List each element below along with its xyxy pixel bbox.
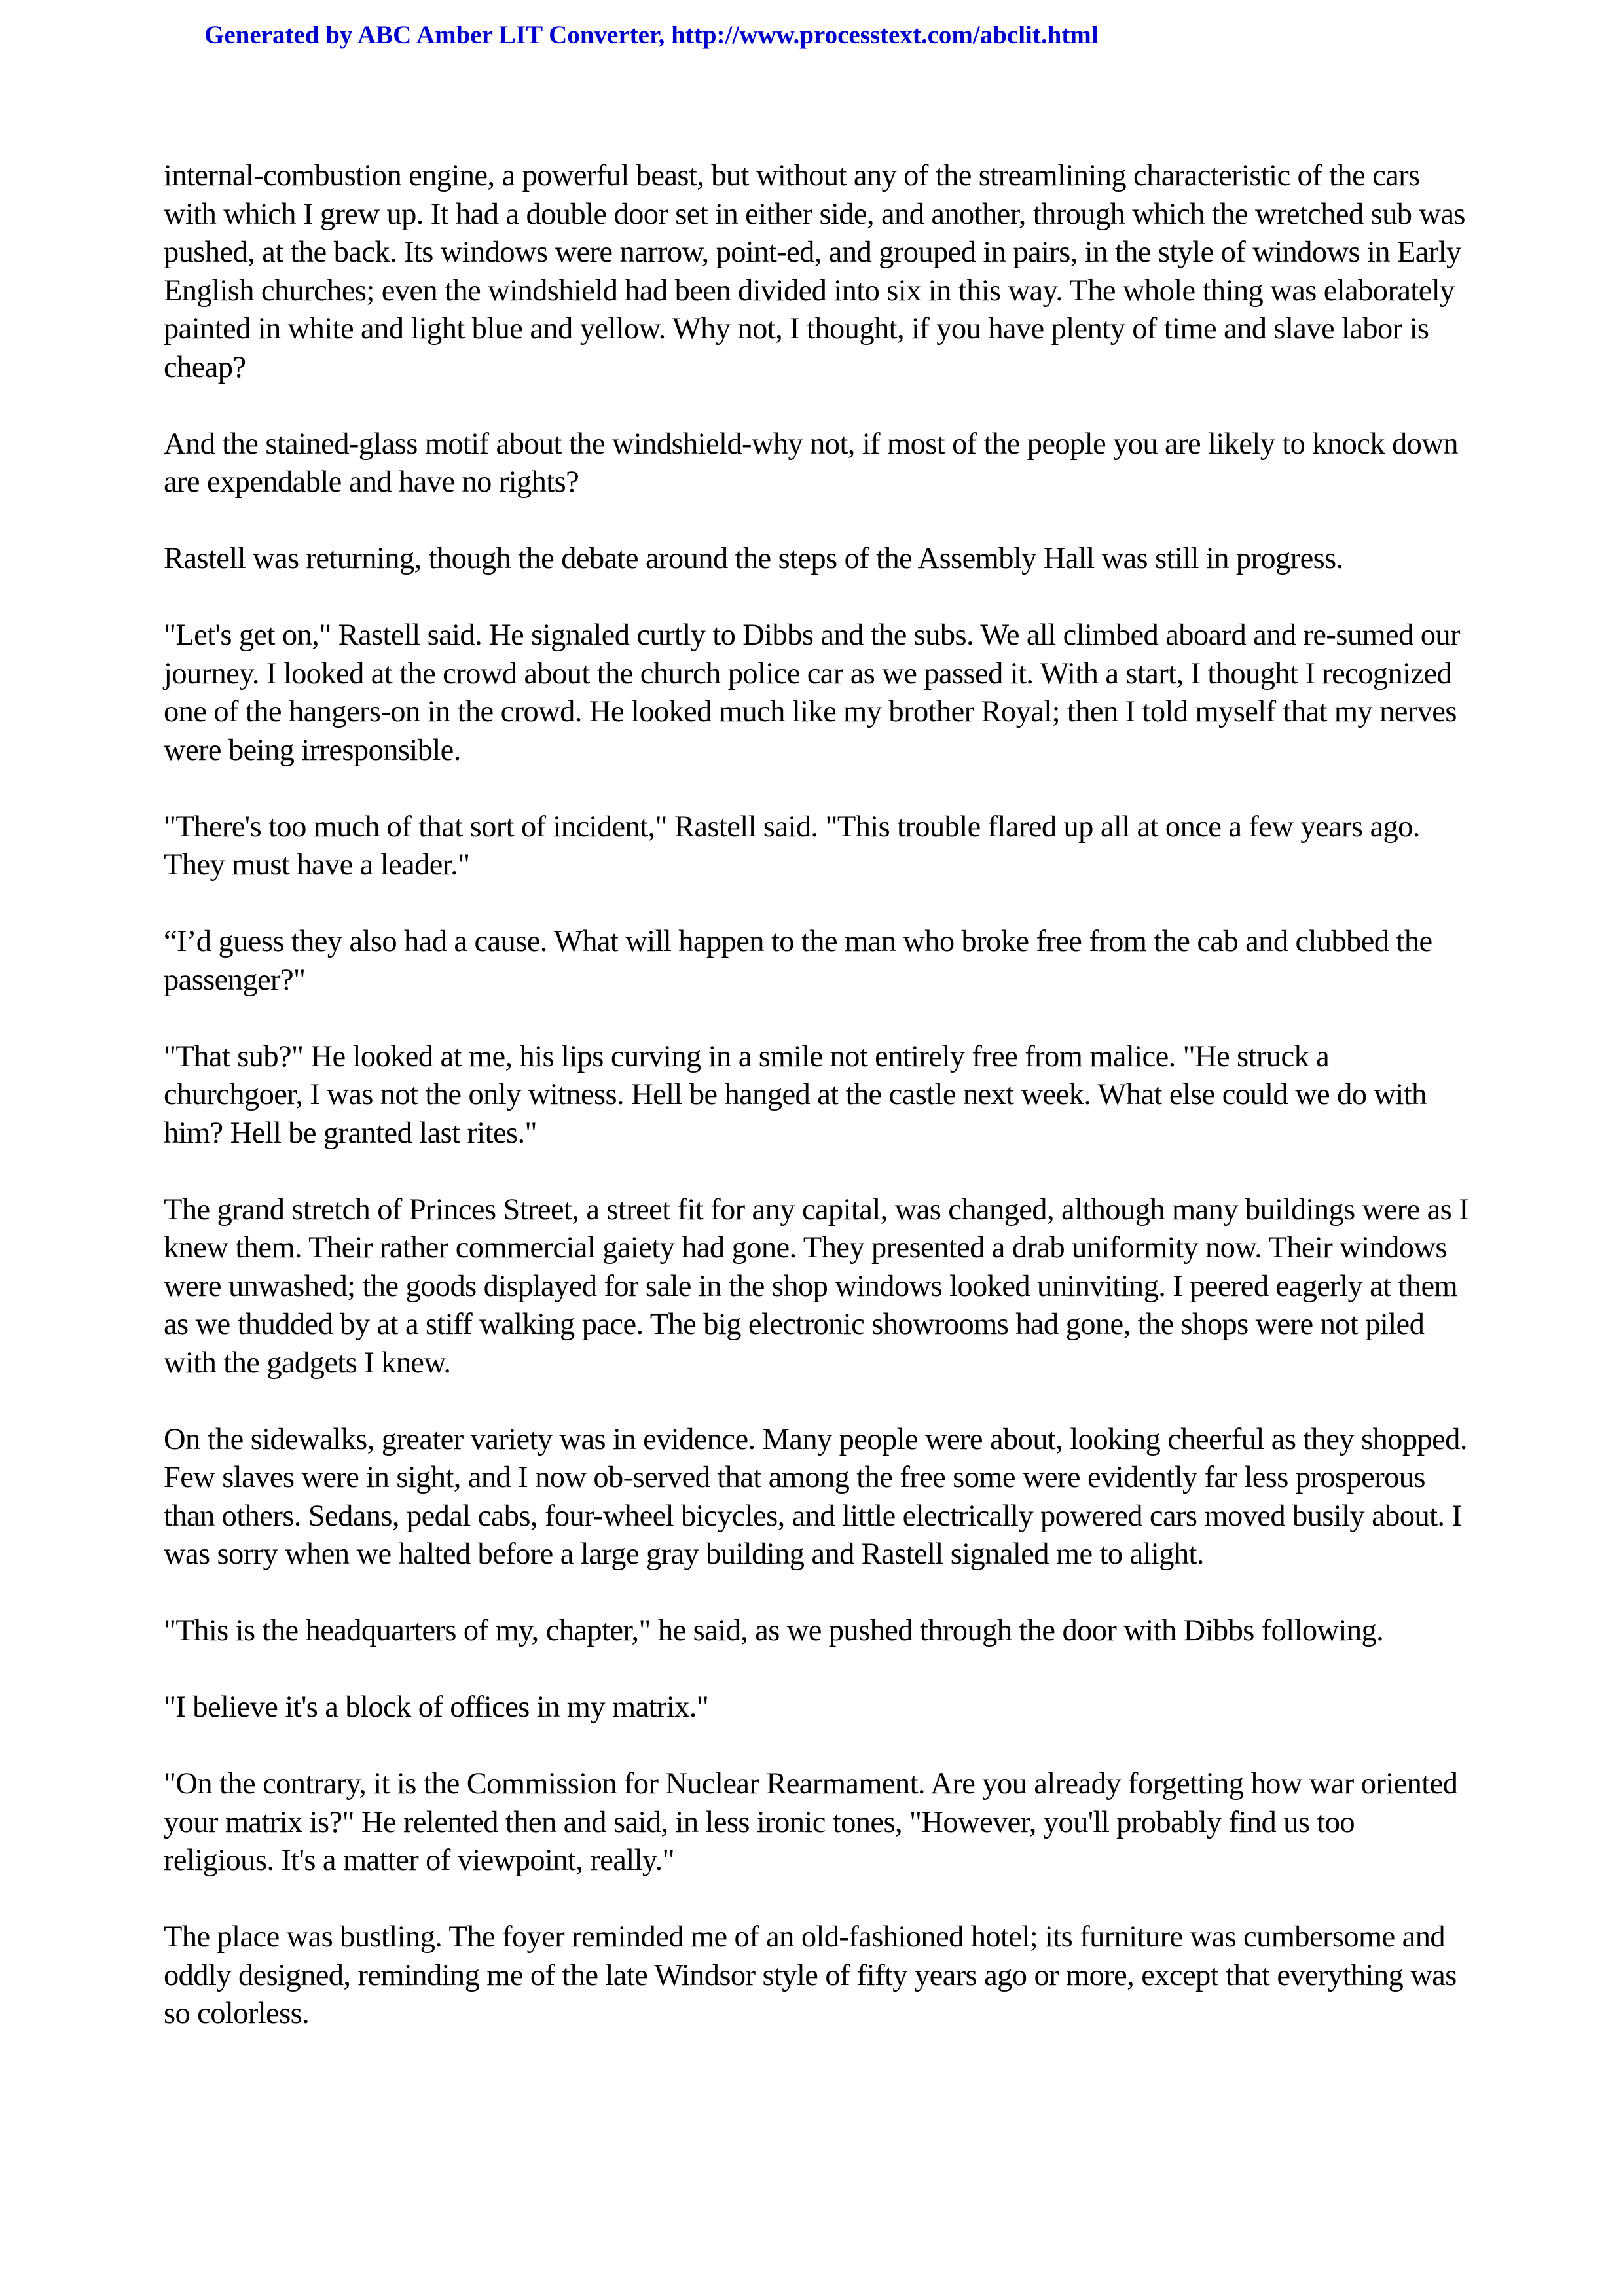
paragraph: And the stained-glass motif about the windshield-why not, if most of the people you are likely to knock down are expendable and have no rights? xyxy=(164,427,1458,499)
generator-header-link[interactable]: Generated by ABC Amber LIT Converter, http://www.processtext.com/abclit.html xyxy=(204,21,1099,49)
paragraph: “I’d guess they also had a cause. What will happen to the man who broke free from the cab and clubbed the passenger?" xyxy=(164,925,1432,997)
paragraph: "That sub?" He looked at me, his lips curving in a smile not entirely free from malice. "He struck a churchgoer, I was not the only witness. Hell be hanged at the castle next week. What else could we do with him? Hell be granted last rites." xyxy=(164,1039,1427,1150)
paragraph: The grand stretch of Princes Street, a street fit for any capital, was changed, although many buildings were as I knew them. Their rather commercial gaiety had gone. They presented a drab uniformity now. Their windows were unwashed; the goods displayed for sale in the shop windows looked uninviting. I peered eagerly at them as we thudded by at a stiff walking pace. The big electronic showrooms had gone, the shops were not piled with the gadgets I knew. xyxy=(164,1193,1469,1380)
paragraph: "I believe it's a block of offices in my matrix." xyxy=(164,1691,709,1724)
paragraph: Rastell was returning, though the debate around the steps of the Assembly Hall was still in progress. xyxy=(164,542,1343,575)
paragraph: "On the contrary, it is the Commission for Nuclear Rearmament. Are you already forgetting how war oriented your matrix is?" He relented then and said, in less ironic tones, "However, you'll probably find us too religious. It's a matter of viewpoint, really." xyxy=(164,1767,1458,1877)
paragraph: internal-combustion engine, a powerful beast, but without any of the streamlining characteristic of the cars with which I grew up. It had a double door set in either side, and another, through which the wretched sub was pushed, at the back. Its windows were narrow, point-ed, and grouped in pairs, in the style of windows in Early English churches; even the windshield had been divided into six in this way. The whole thing was elaborately painted in white and light blue and yellow. Why not, I thought, if you have plenty of time and slave labor is cheap? xyxy=(164,159,1465,384)
paragraph: "There's too much of that sort of incident," Rastell said. "This trouble flared up all at once a few years ago. They must have a leader." xyxy=(164,810,1420,882)
paragraph: "This is the headquarters of my, chapter," he said, as we pushed through the door with Dibbs following. xyxy=(164,1614,1384,1647)
paragraph: On the sidewalks, greater variety was in evidence. Many people were about, looking cheerful as they shopped. Few slaves were in sight, and I now ob-served that among the free some were evidently far less prosperous than others. Sedans, pedal cabs, four-wheel bicycles, and little electrically powered cars moved busily about. I was sorry when we halted before a large gray building and Rastell signaled me to alight. xyxy=(164,1422,1467,1571)
document-body xyxy=(164,157,1470,2034)
paragraph: The place was bustling. The foyer reminded me of an old-fashioned hotel; its furniture was cumbersome and oddly designed, reminding me of the late Windsor style of fifty years ago or more, except that everything was so colorless. xyxy=(164,1920,1457,2030)
paragraph: "Let's get on," Rastell said. He signaled curtly to Dibbs and the subs. We all climbed aboard and re-sumed our journey. I looked at the crowd about the church police car as we passed it. With a start, I thought I recognized one of the hangers-on in the crowd. He looked much like my brother Royal; then I told myself that my nerves were being irresponsible. xyxy=(164,619,1460,767)
